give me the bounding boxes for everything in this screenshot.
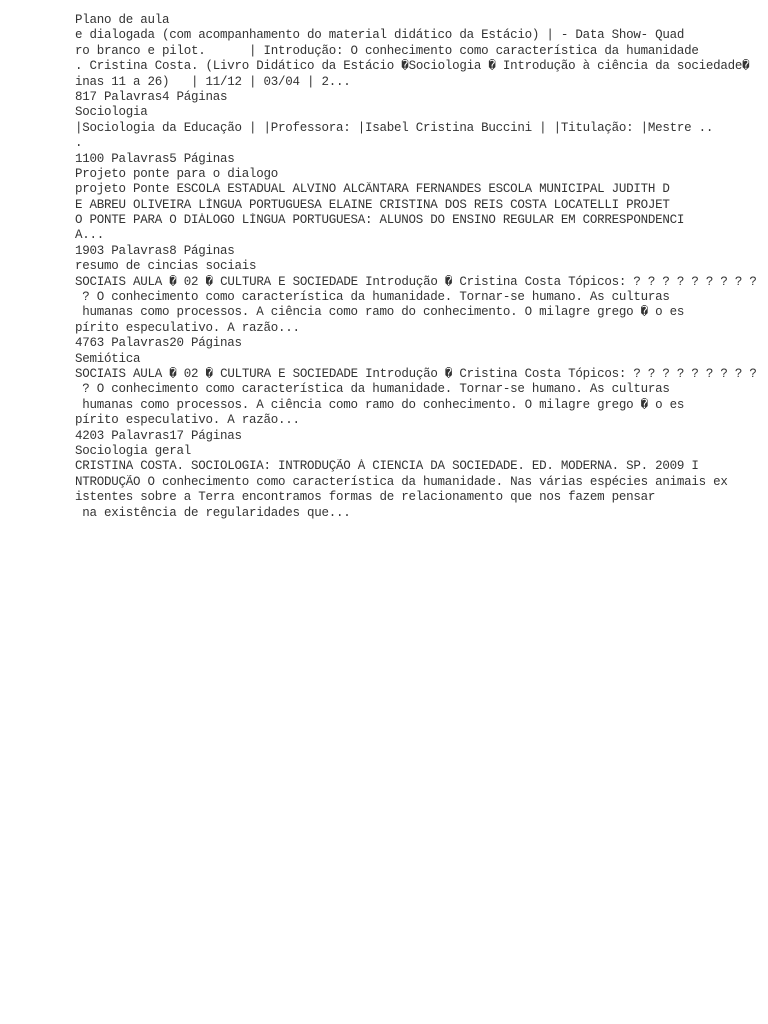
entry-meta: 1100 Palavras5 Páginas [75,151,235,166]
document-body [75,13,765,521]
entry-snippet-line: na existência de regularidades que... [75,505,351,520]
entry-snippet-line: NTRODUÇÃO O conhecimento como característica da humanidade. Nas várias espécies animais ex [75,474,728,489]
entry-title[interactable]: Semiótica [75,351,141,366]
entry-meta: 817 Palavras4 Páginas [75,89,228,104]
entry-snippet-line: projeto Ponte ESCOLA ESTADUAL ALVINO ALCÂNTARA FERNANDES ESCOLA MUNICIPAL JUDITH D [75,182,670,197]
entry-snippet-line: istentes sobre a Terra encontramos formas de relacionamento que nos fazem pensar [75,490,656,505]
entry-snippet-line: SOCIAIS AULA � 02 � CULTURA E SOCIEDADE Introdução � Cristina Costa Tópicos: ? ? ? ? ? ? ? ? ? [75,366,757,381]
entry-snippet-line: humanas como processos. A ciência como ramo do conhecimento. O milagre grego � o es [75,397,685,412]
entry-snippet-line: |Sociologia da Educação | |Professora: |Isabel Cristina Buccini | |Titulação: |Mestre .. [75,120,714,135]
entry-snippet-line: humanas como processos. A ciência como ramo do conhecimento. O milagre grego � o es [75,305,685,320]
entry-title[interactable]: Projeto ponte para o dialogo [75,166,279,181]
result-entry [75,352,765,444]
entry-title[interactable]: resumo de cincias sociais [75,259,257,274]
entry-snippet-line: O PONTE PARA O DIÁLOGO LÍNGUA PORTUGUESA: ALUNOS DO ENSINO REGULAR EM CORRESPONDENCI [75,213,685,228]
result-entry [75,105,765,167]
entry-title[interactable]: Sociologia [75,105,148,120]
entry-snippet-line: ro branco e pilot. | Introdução: O conhecimento como característica da humanidade [75,43,699,58]
entry-snippet-line: . Cristina Costa. (Livro Didático da Estácio �Sociologia � Introdução à ciência da sociedade� [75,59,750,74]
result-entry [75,167,765,259]
entry-meta: 4763 Palavras20 Páginas [75,336,242,351]
entry-snippet-line: . [75,136,83,151]
entry-title[interactable]: Plano de aula [75,13,170,27]
result-entry [75,259,765,351]
entry-snippet-line: inas 11 a 26) | 11/12 | 03/04 | 2... [75,74,351,89]
entry-meta: 4203 Palavras17 Páginas [75,428,242,443]
result-entry [75,13,765,105]
entry-snippet-line: pírito especulativo. A razão... [75,413,300,428]
entry-snippet-line: CRISTINA COSTA. SOCIOLOGIA: INTRODUÇÃO À CIENCIA DA SOCIEDADE. ED. MODERNA. SP. 2009 I [75,459,699,474]
entry-snippet-line: E ABREU OLIVEIRA LÍNGUA PORTUGUESA ELAINE CRISTINA DOS REIS COSTA LOCATELLI PROJET [75,197,670,212]
entry-snippet-line: ? O conhecimento como característica da humanidade. Tornar-se humano. As culturas [75,290,670,305]
entry-snippet-line: SOCIAIS AULA � 02 � CULTURA E SOCIEDADE Introdução � Cristina Costa Tópicos: ? ? ? ? ? ? ? ? ? [75,274,757,289]
entry-snippet-line: pírito especulativo. A razão... [75,320,300,335]
result-entry [75,444,765,521]
entry-snippet-line: A... [75,228,105,243]
entry-snippet-line: e dialogada (com acompanhamento do material didático da Estácio) | - Data Show- Quad [75,28,685,43]
entry-title[interactable]: Sociologia geral [75,443,192,458]
entry-meta: 1903 Palavras8 Páginas [75,243,235,258]
entry-snippet-line: ? O conhecimento como característica da humanidade. Tornar-se humano. As culturas [75,382,670,397]
